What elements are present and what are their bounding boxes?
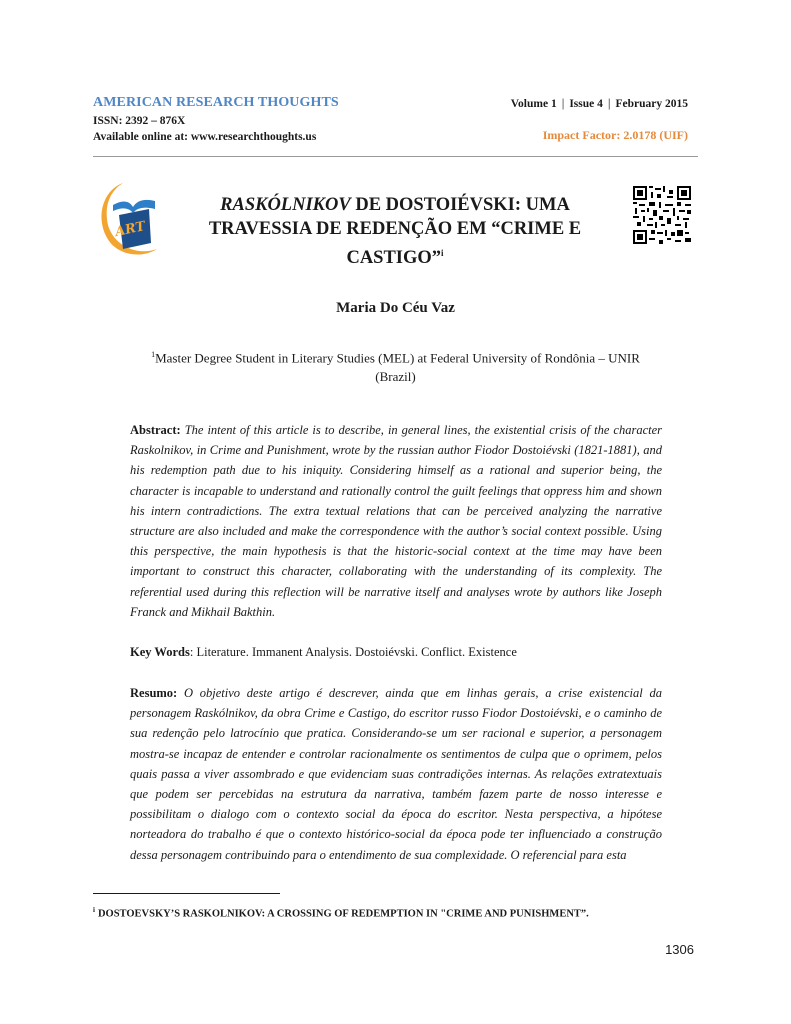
- author-affiliation: [140, 345, 651, 386]
- article-title: [190, 193, 600, 270]
- volume: Volume 1: [510, 98, 557, 110]
- footnote-text: DOSTOEVSKY’S RASKOLNIKOV: A CROSSING OF REDEMPTION IN "CRIME AND PUNISHMENT”.: [97, 908, 589, 920]
- journal-name: AMERICAN RESEARCH THOUGHTS: [93, 95, 339, 110]
- page-number: 1306: [665, 942, 694, 957]
- keywords-label: Key Words: [130, 645, 190, 659]
- abstract-label: Abstract:: [130, 423, 181, 437]
- footnote-mark: i: [93, 906, 95, 914]
- title-note-mark: i: [441, 248, 444, 258]
- available-online: Available online at: www.researchthoughts.us: [93, 131, 317, 143]
- date: February 2015: [615, 98, 688, 110]
- issn: ISSN: 2392 – 876X: [93, 115, 186, 127]
- footnote: [93, 906, 589, 920]
- author-name: Maria Do Céu Vaz: [336, 300, 455, 316]
- affiliation-mark: 1: [151, 350, 156, 359]
- keywords-text: : Literature. Immanent Analysis. Dostoiévski. Conflict. Existence: [189, 645, 517, 659]
- resumo-text: O objetivo deste artigo é descrever, ainda que em linhas gerais, a crise existencial da personagem Raskólnikov, da obra Crime e Castigo, do escritor russo Fiodor Dostoiévski, e o caminho de sua redenção pelo latrocínio que pratica. Considerando-se um ser racional e superior, a personagem mostra-se incapaz de entender e controlar racionalmente os sentimentos de culpa que o oprimem, pelos quais passa a viver assombrado e que evidenciam suas contradições internas. As relações extratextuais que podem ser percebidas na estrutura da narrativa, também fazem parte de nosso interesse e possibilitam o dialogo com o contexto social da época do escritor. Nesta perspectiva, a hipótese norteadora do trabalho é que o contexto histórico-social da época pode ter influenciado a construção dessa personagem contribuindo para o entendimento de sua complexidade. O referencial para esta: [130, 686, 662, 862]
- affiliation-text: Master Degree Student in Literary Studies (MEL) at Federal University of Rondônia – UNIR (Brazil): [155, 350, 640, 385]
- resumo-label: Resumo:: [130, 686, 178, 700]
- separator: |: [607, 95, 611, 110]
- impact-factor: Impact Factor: 2.0178 (UIF): [542, 128, 688, 142]
- volume-issue-date: [511, 95, 688, 111]
- resumo: [130, 683, 662, 865]
- title-rest: DE DOSTOIÉVSKI: UMA TRAVESSIA DE REDENÇÃO EM “CRIME E CASTIGO”: [208, 195, 582, 269]
- qr-code-icon: [633, 186, 691, 244]
- separator: |: [561, 95, 565, 110]
- abstract: [130, 420, 662, 622]
- header-divider: [93, 156, 698, 157]
- abstract-text: The intent of this article is to describe, in general lines, the existential crisis of the character Raskolnikov, in Crime and Punishment, wrote by the russian author Fiodor Dostoiévski (1821-1881), and his redemption path due to his iniquity. Considering himself as a rational and superior being, the character is incapable to understand and rationally control the guilt feelings that oppress him and shown his intern contradictions. The extra textual relations that can be perceived analyzing the narrative structure are also included and make the correspondence with the author’s social context possible. Using this perspective, the main hypothesis is that the historic-social context at the time may have been important to construct this character, collaborating with the understanding of its complexity. The referential used during this reflection will be narrative itself and analyses wrote by authors like Joseph Franck and Mikhail Bakthin.: [130, 423, 662, 619]
- journal-logo: [93, 175, 168, 260]
- keywords: [130, 642, 662, 662]
- footnote-divider: [93, 893, 280, 894]
- title-italic: RASKÓLNIKOV: [220, 195, 351, 215]
- issue: Issue 4: [569, 98, 603, 110]
- logo-text: ART: [113, 219, 147, 241]
